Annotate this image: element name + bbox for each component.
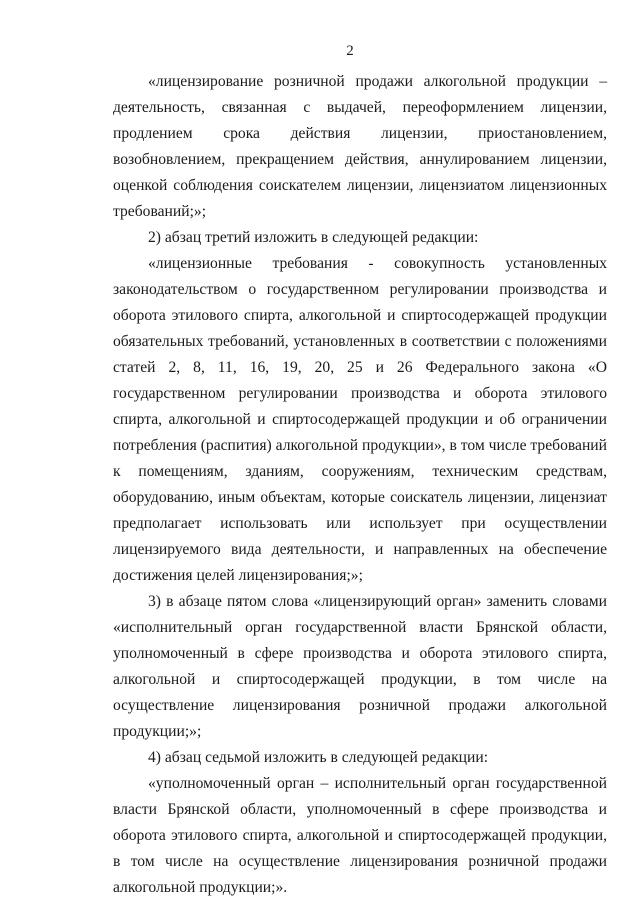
document-body: [113, 69, 607, 901]
page-number: 2: [346, 43, 354, 59]
paragraph-item-4: 4) абзац седьмой изложить в следующей редакции:: [148, 749, 489, 766]
paragraph-item-3: 3) в абзаце пятом слова «лицензирующий орган» заменить словами «исполнительный орган государственной власти Брянской области, уполномоченный в сфере производства и оборота этилового спирта, алкогольной и спиртосодержащей продукции, в том числе на осуществление лицензирования розничной продажи алкогольной продукции;»;: [113, 593, 607, 740]
paragraph-authorized-body: «уполномоченный орган – исполнительный орган государственной власти Брянской области, уполномоченный в сфере производства и оборота этилового спирта, алкогольной и спиртосодержащей продукции, в том числе на осуществление лицензирования розничной продажи алкогольной продукции;».: [113, 775, 607, 896]
paragraph-item-2: 2) абзац третий изложить в следующей редакции:: [148, 229, 479, 246]
paragraph-licensing-definition: «лицензирование розничной продажи алкогольной продукции – деятельность, связанная с выдачей, переоформлением лицензии, продлением срока действия лицензии, приостановлением, возобновлением, прекращением действия, аннулированием лицензии, оценкой соблюдения соискателем лицензии, лицензиатом лицензионных требований;»;: [113, 73, 607, 220]
paragraph-license-requirements: «лицензионные требования - совокупность установленных законодательством о государственном регулировании производства и оборота этилового спирта, алкогольной и спиртосодержащей продукции обязательных требований, установленных в соответствии с положениями статей 2, 8, 11, 16, 19, 20, 25 и 26 Федерального закона «О государственном регулировании производства и оборота этилового спирта, алкогольной и спиртосодержащей продукции и об ограничении потребления (распития) алкогольной продукции», в том числе требований к помещениям, зданиям, сооружениям, техническим средствам, оборудованию, иным объектам, которые соискатель лицензии, лицензиат предполагает использовать или использует при осуществлении лицензируемого вида деятельности, и направленных на обеспечение достижения целей лицензирования;»;: [113, 255, 607, 584]
